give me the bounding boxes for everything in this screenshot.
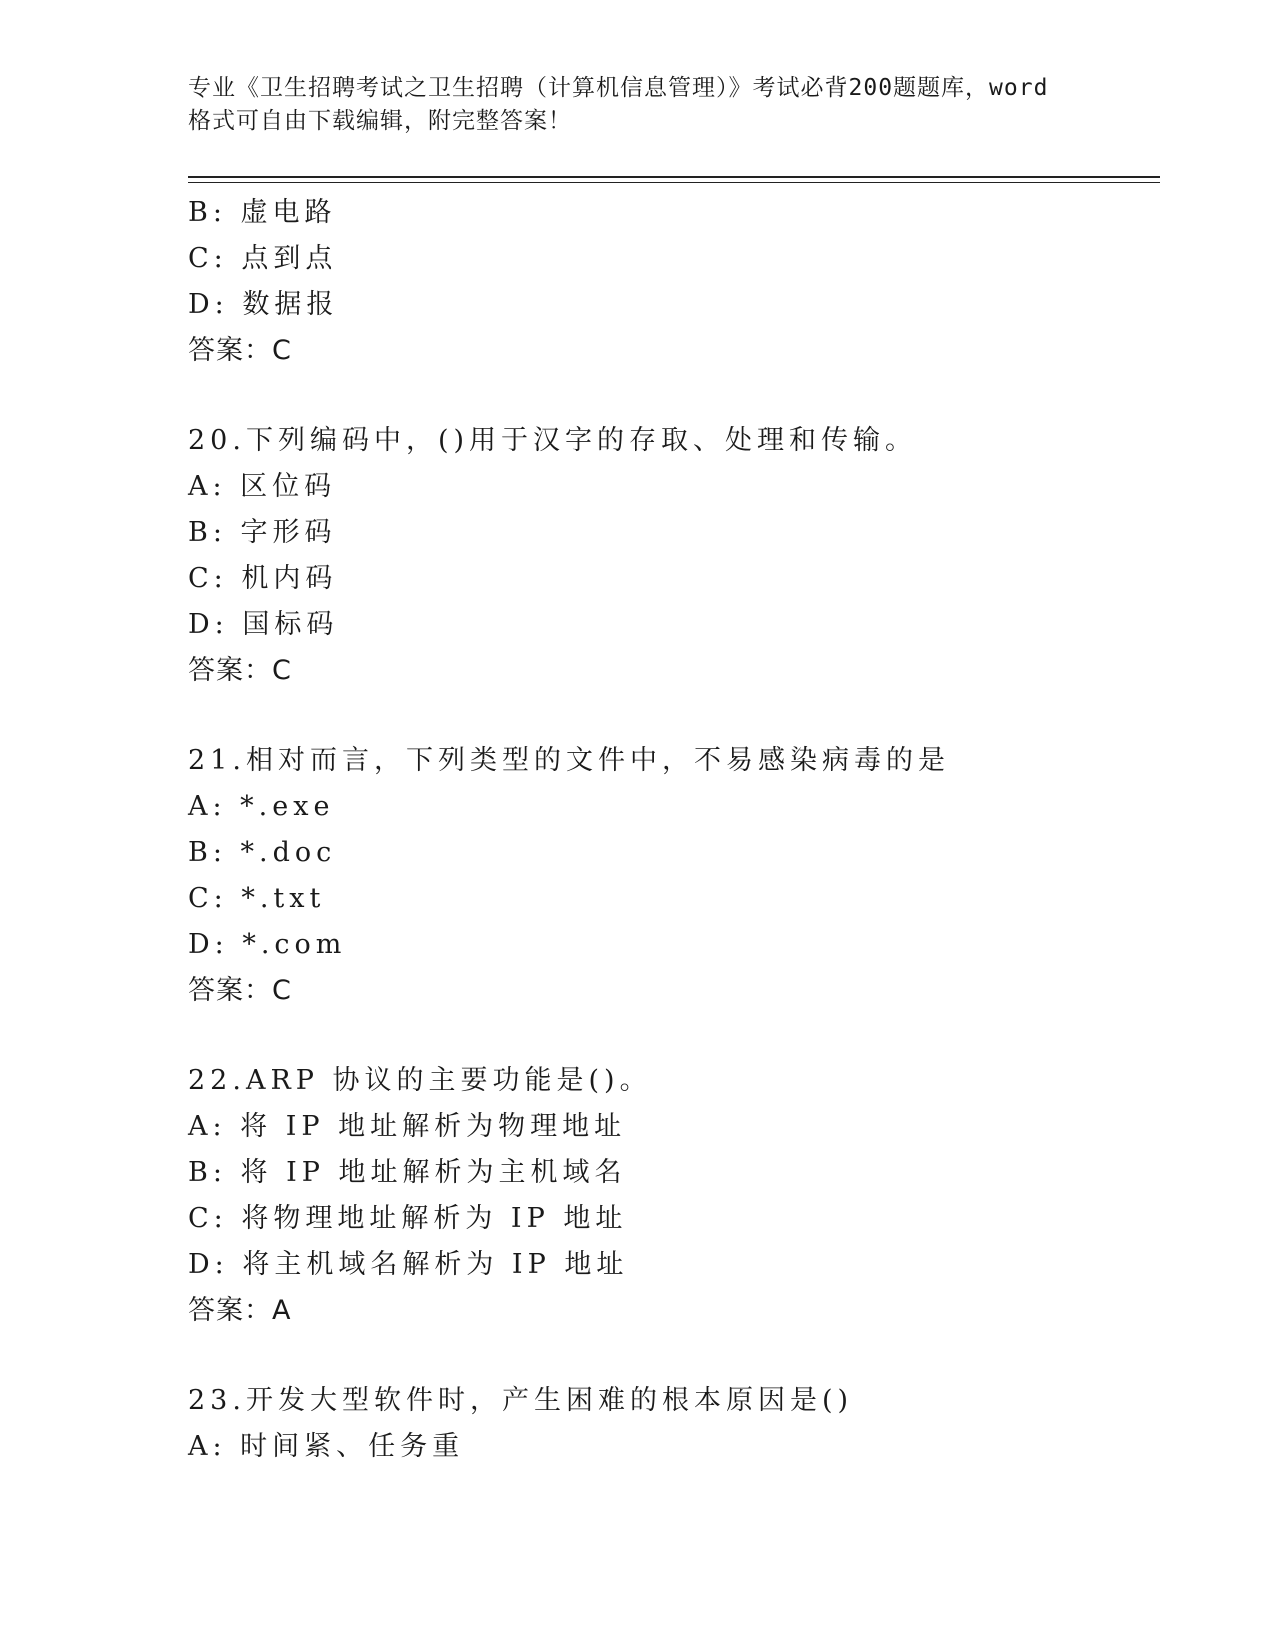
option-a: A: 时间紧、任务重 xyxy=(188,1431,465,1462)
question-stem: 20.下列编码中，()用于汉字的存取、处理和传输。 xyxy=(188,425,918,456)
option-b: B: 虚电路 xyxy=(188,197,337,228)
option-d: D: *.com xyxy=(188,929,347,960)
option-d: D: 将主机域名解析为 IP 地址 xyxy=(188,1249,629,1280)
answer-label: 答案：C xyxy=(188,655,292,686)
option-d: D: 数据报 xyxy=(188,289,339,320)
option-a: A: 区位码 xyxy=(188,471,337,502)
option-a: A: 将 IP 地址解析为物理地址 xyxy=(188,1111,627,1142)
option-c: C: 点到点 xyxy=(188,243,338,274)
option-a: A: *.exe xyxy=(188,791,335,822)
question-23 xyxy=(188,1378,1148,1470)
question-stem: 21.相对而言，下列类型的文件中，不易感染病毒的是 xyxy=(188,745,950,776)
option-c: C: 将物理地址解析为 IP 地址 xyxy=(188,1203,628,1234)
question-stem: 23.开发大型软件时，产生困难的根本原因是() xyxy=(188,1385,854,1416)
question-21 xyxy=(188,738,1148,1014)
question-22 xyxy=(188,1058,1148,1334)
header-line-2: 格式可自由下载编辑，附完整答案！ xyxy=(188,108,572,134)
option-b: B: *.doc xyxy=(188,837,337,868)
question-20 xyxy=(188,418,1148,694)
answer-label: 答案：C xyxy=(188,975,292,1006)
header-line-1: 专业《卫生招聘考试之卫生招聘（计算机信息管理）》考试必背200题题库，word xyxy=(188,75,1049,101)
question-list xyxy=(188,190,1148,1470)
header-divider xyxy=(188,176,1160,183)
answer-label: 答案：A xyxy=(188,1295,292,1326)
option-b: B: 将 IP 地址解析为主机域名 xyxy=(188,1157,627,1188)
answer-label: 答案：C xyxy=(188,335,292,366)
question-19-continued xyxy=(188,190,1148,374)
option-c: C: 机内码 xyxy=(188,563,338,594)
option-b: B: 字形码 xyxy=(188,517,337,548)
document-header xyxy=(188,72,1088,138)
question-stem: 22.ARP 协议的主要功能是()。 xyxy=(188,1065,652,1096)
option-c: C: *.txt xyxy=(188,883,326,914)
option-d: D: 国标码 xyxy=(188,609,339,640)
